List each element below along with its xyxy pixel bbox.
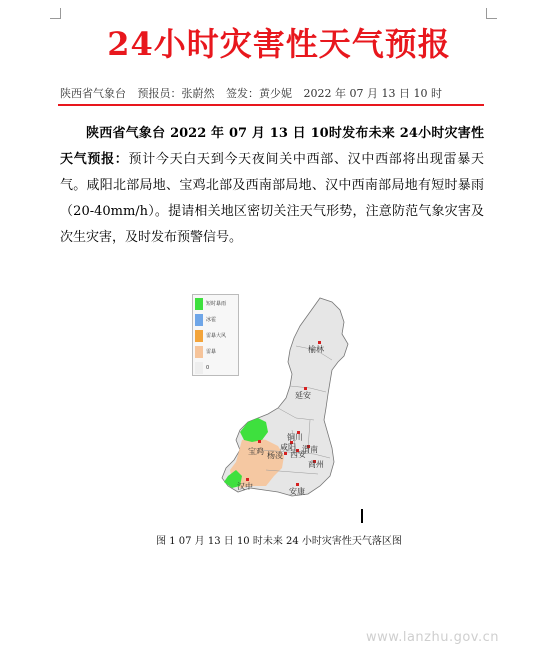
figure-caption: 图 1 07 月 13 日 10 时未来 24 小时灾害性天气落区图 [156,536,402,547]
city-label-yanan: 延安 [295,391,311,400]
issuer-info-line [60,86,484,102]
forecast-paragraph [60,121,484,251]
city-label-yulin: 榆林 [308,345,324,354]
legend-item-thunderstorm-wind [193,328,238,343]
forecast-lead: 陕西省气象台 2022 年 07 月 13 日 10时发布未来 24小时灾害性天气预报： [60,126,484,167]
city-label-baoji: 宝鸡 [248,447,264,456]
legend-swatch [195,314,203,326]
forecast-text: 预计今天白天到今天夜间关中西部、汉中西部将出现雷暴天气。咸阳北部局地、宝鸡北部及西南部局地、汉中西南部局地有短时暴雨（20-40mm/h）。提请相关地区密切关注天气形势，注意防范气象灾害及次生灾害，及时发布预警信号。 [60,152,484,245]
legend-label: 雷暴 [206,348,217,355]
legend-item-none [193,360,238,375]
city-label-hanzhong: 汉中 [237,482,253,491]
city-label-xian: 西安 [290,450,306,459]
legend-label: 冰雹 [206,316,217,323]
city-label-weinan: 渭南 [302,445,318,454]
city-label-xianyang: 咸阳 [280,443,296,452]
legend-label: 0 [206,364,210,371]
legend-item-hail [193,312,238,327]
page-corner-mark-right [486,8,497,19]
legend-swatch [195,330,203,342]
legend-swatch [195,362,203,374]
forecaster-name: 预报员：张蔚然 [137,87,215,100]
city-label-tongchuan: 铜川 [287,433,303,442]
issue-datetime: 2022 年 07 月 13 日 10 时 [303,87,442,100]
legend-swatch [195,346,203,358]
legend-label: 短时暴雨 [206,300,227,307]
legend-item-rainstorm [193,296,238,311]
site-watermark: www.lanzhu.gov.cn [366,630,499,645]
city-label-yangling: 杨凌 [267,451,283,460]
document-title: 24小时灾害性天气预报 [107,25,451,63]
issuer-org: 陕西省气象台 [60,87,126,100]
legend-item-thunderstorm [193,344,238,359]
city-label-shangzhou: 商州 [308,460,324,469]
header-divider [58,104,484,106]
text-cursor [361,509,363,523]
signer-name: 签发：黄少妮 [226,87,292,100]
map-legend [192,294,239,376]
legend-label: 雷暴大风 [206,332,227,339]
legend-swatch [195,298,203,310]
city-label-ankang: 安康 [289,487,305,496]
page-corner-mark-left [50,8,61,19]
